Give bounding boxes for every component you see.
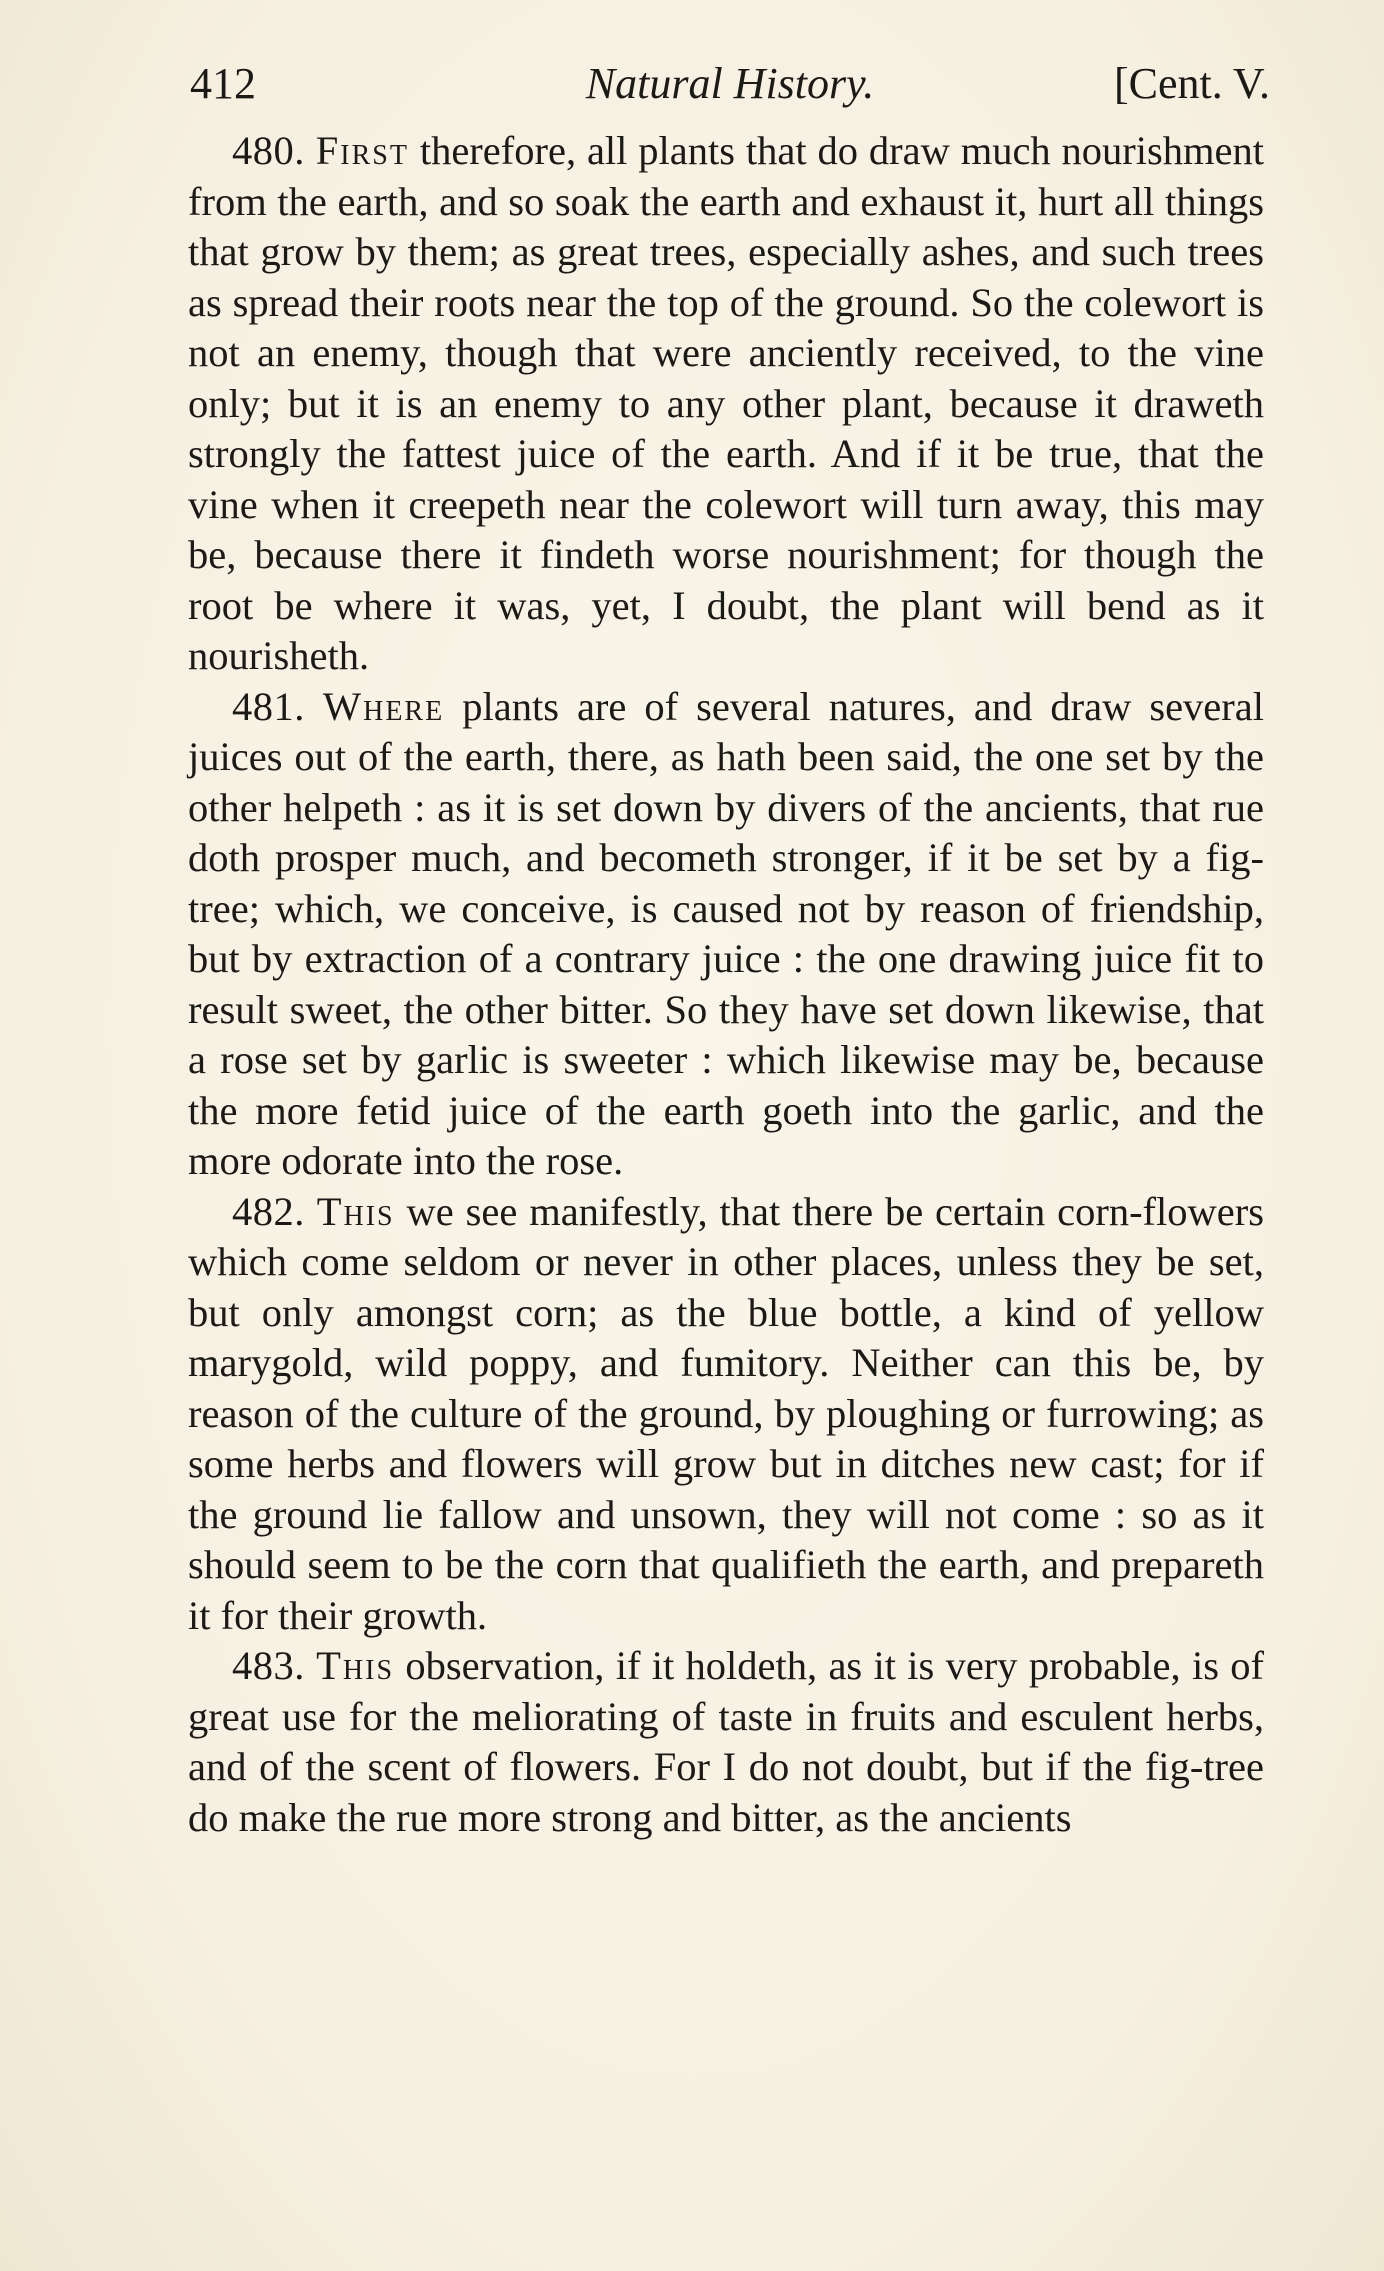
paragraph-text: therefore, all plants that do draw much nourishment from the earth, and so soak the earth and exhaust it, hurt all things that grow by them; as great trees, especially ashes, and such trees as spread their roots near the top of the ground. So the colewort is not an enemy, though that were anciently received, to the vine only; but it is an enemy to any other plant, because it draweth strongly the fattest juice of the earth. And if it be true, that the vine when it creepeth near the colewort will turn away, this may be, because there it findeth worse nourishment; for though the root be where it was, yet, I doubt, the plant will bend as it nourisheth. (188, 128, 1265, 678)
paragraph-lead-word: Where (322, 683, 445, 729)
section-label: [Cent. V. (1113, 59, 1270, 108)
paragraph-481 (188, 682, 1264, 1187)
paragraph-number: 483. (232, 1643, 305, 1688)
paragraph-lead-word: This (316, 1643, 395, 1688)
paragraph-text: we see manifestly, that there be certain corn-flowers which come seldom or never in other places, unless they be set, but only amongst corn; as the blue bottle, a kind of yellow marygold, wild poppy, and fumitory. Neither can this be, by reason of the culture of the ground, by ploughing or furrowing; as some herbs and flowers will grow but in ditches new cast; for if the ground lie fallow and unsown, they will not come : so as it should seem to be the corn that qualifieth the earth, and prepareth it for their growth. (188, 1188, 1265, 1638)
paragraph-lead-word: First (315, 128, 409, 173)
paragraph-483 (188, 1641, 1264, 1843)
paragraph-number: 481. (232, 683, 305, 729)
page-number: 412 (190, 59, 256, 108)
paragraph-text: observation, if it holdeth, as it is very probable, is of great use for the meliorating of taste in fruits and esculent herbs, and of the scent of flowers. For I do not doubt, but if the fig-tree do make the rue more strong and bitter, as the ancients (188, 1643, 1264, 1840)
paragraph-number: 482. (232, 1188, 305, 1234)
paragraph-number: 480. (232, 128, 305, 173)
paragraph-lead-word: This (316, 1188, 395, 1234)
running-title: Natural History. (585, 59, 875, 108)
paragraph-482 (188, 1187, 1264, 1642)
running-header (190, 56, 1270, 112)
paragraph-text: plants are of several natures, and draw several juices out of the earth, there, as hath been said, the one set by the other helpeth : as it is set down by divers of the ancients, that rue doth prosper much, and becometh stronger, if it be set by a fig-tree; which, we conceive, is caused not by reason of friendship, but by extraction of a contrary juice : the one drawing juice fit to result sweet, the other bitter. So they have set down likewise, that a rose set by garlic is sweeter : which likewise may be, because the more fetid juice of the earth goeth into the garlic, and the more odorate into the rose. (188, 683, 1264, 1183)
paragraph-480 (188, 126, 1264, 682)
body-text (188, 126, 1264, 1843)
